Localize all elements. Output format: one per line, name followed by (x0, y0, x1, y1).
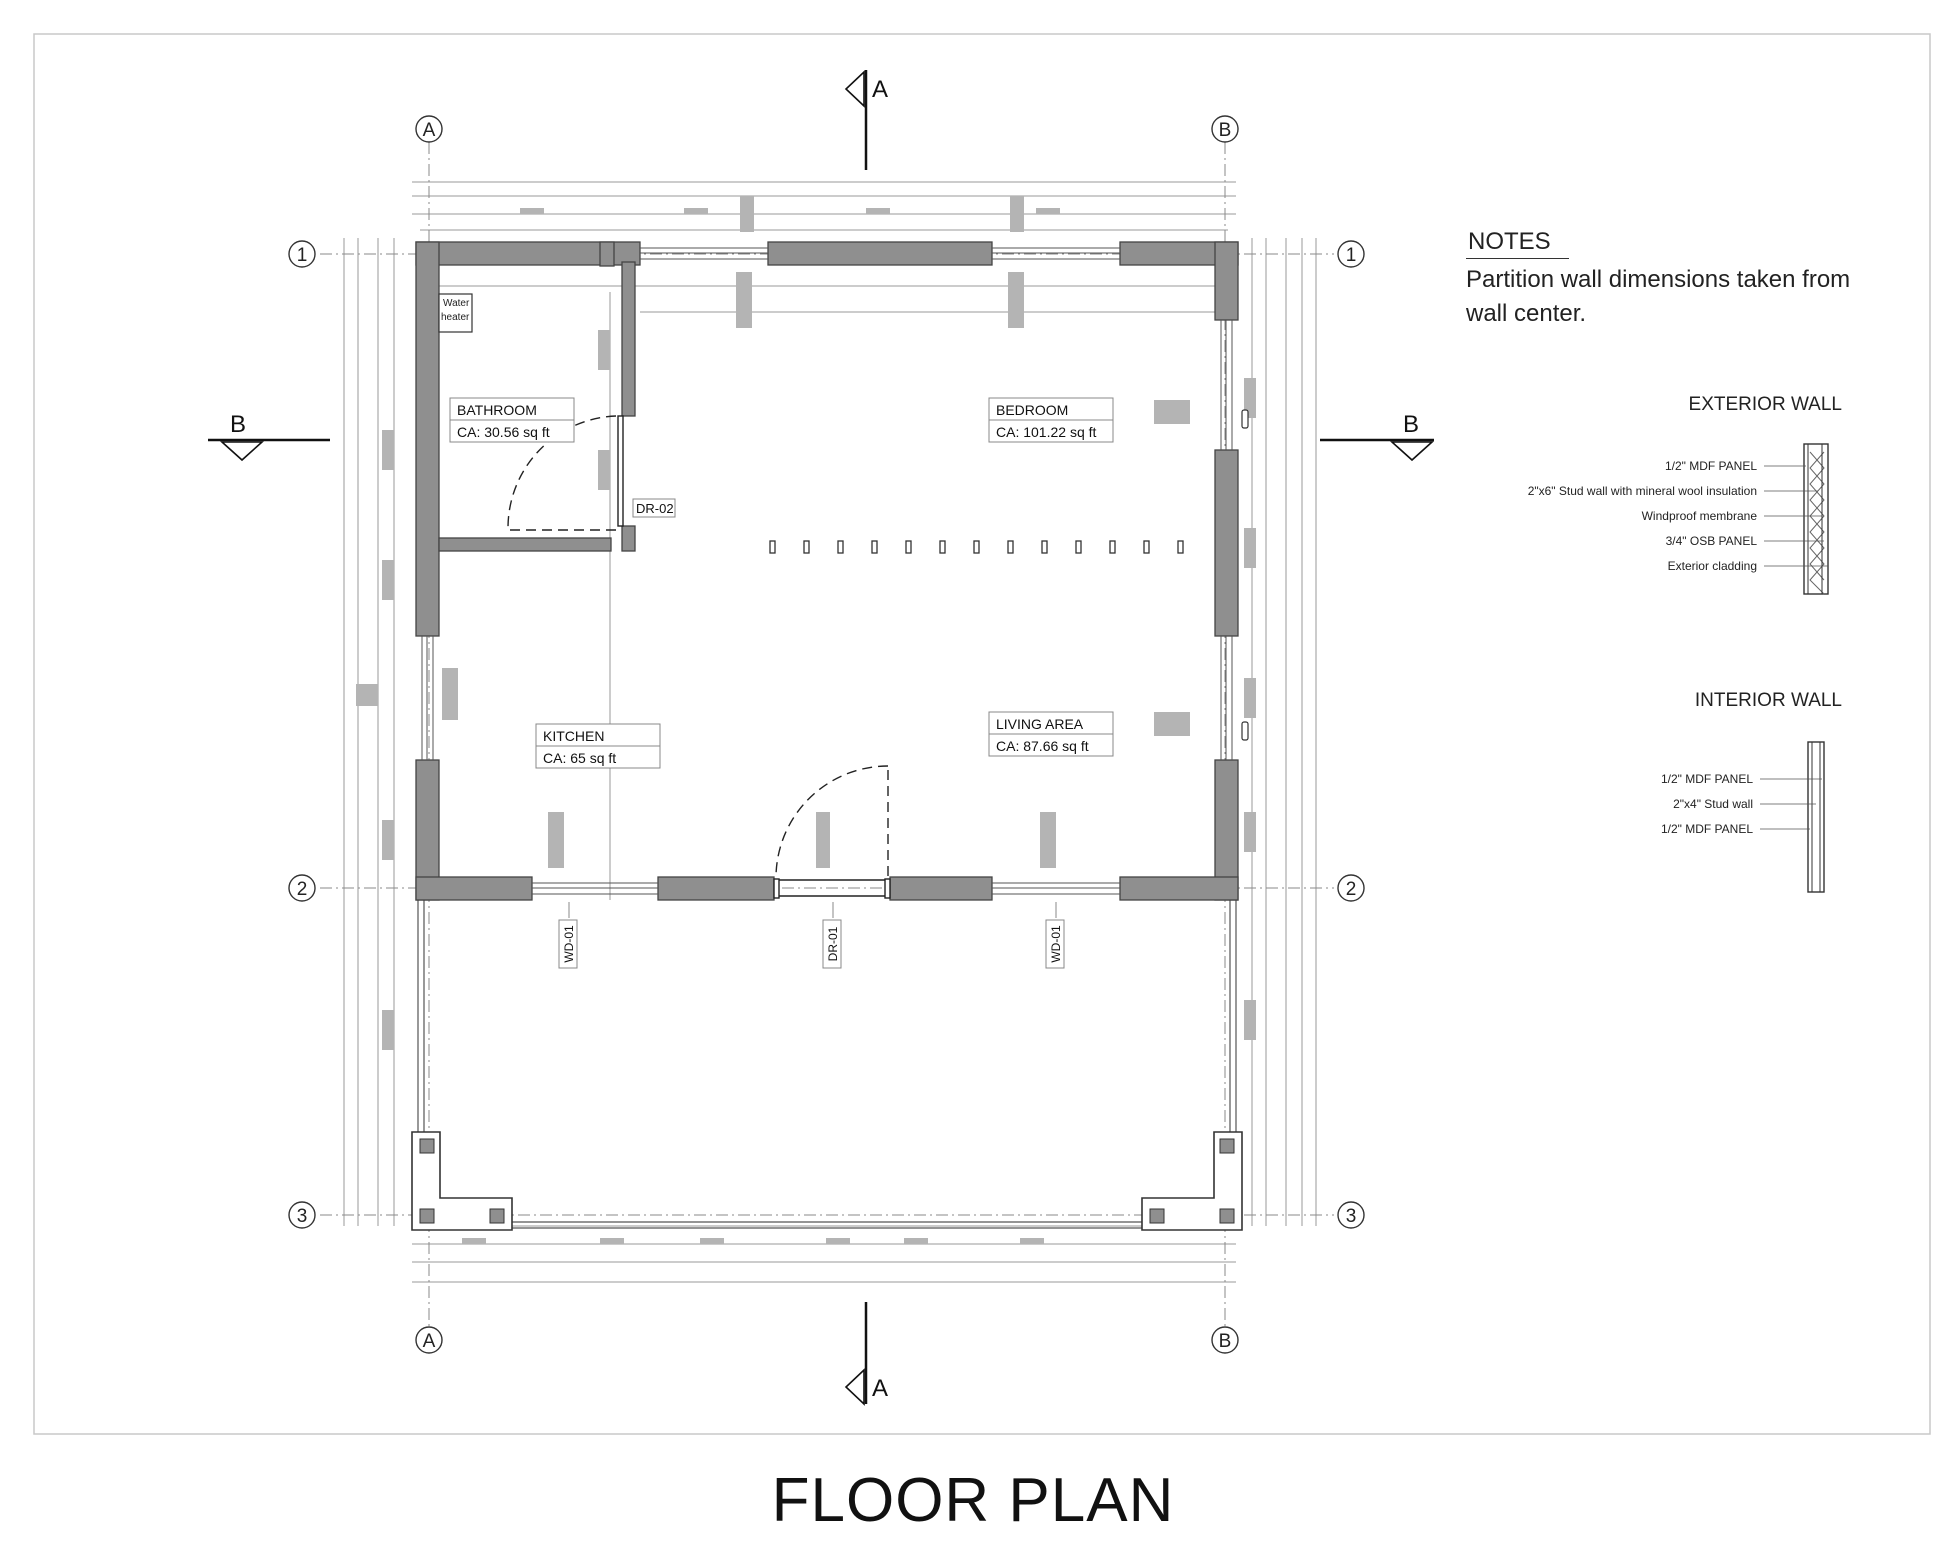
section-label-b-right: B (1402, 411, 1420, 438)
window-tag-bottom-right-label: WD-01 (1049, 925, 1063, 963)
porch-post-left (412, 1132, 512, 1230)
room-label-bedroom (989, 398, 1113, 442)
section-label-a-top: A (872, 76, 889, 103)
exterior-layer-1: 1/2" MDF PANEL (1664, 459, 1757, 473)
room-area-living-area: CA: 87.66 sq ft (996, 738, 1089, 754)
grid-label-1-right: 1 (1345, 245, 1357, 266)
exterior-walls (416, 242, 1238, 900)
exterior-layer-2: 2"x6" Stud wall with mineral wool insulation (1527, 484, 1757, 498)
grid-bubble-1-right (1338, 241, 1364, 267)
room-area-bathroom: CA: 30.56 sq ft (457, 424, 550, 440)
grid-label-2-right: 2 (1345, 879, 1357, 900)
window-tag-bottom-left-label: WD-01 (562, 925, 576, 963)
exterior-layer-5: Exterior cladding (1667, 559, 1757, 573)
room-area-kitchen: CA: 65 sq ft (543, 750, 617, 766)
section-label-b-left: B (229, 411, 247, 438)
tag-leaders (569, 902, 1056, 918)
interior-wall-legend (1661, 690, 1842, 892)
window-openings (422, 248, 1232, 894)
section-marker-a-bottom (846, 1302, 888, 1404)
grid-bubble-a-top (416, 116, 442, 142)
notes-heading: NOTES (1466, 228, 1569, 259)
interior-layer-1: 1/2" MDF PANEL (1660, 772, 1753, 786)
window-tag-bottom-right (1046, 920, 1064, 968)
grid-bubble-1-left (289, 241, 315, 267)
window-tag-bottom-left (559, 920, 577, 968)
grid-bubble-2-left (289, 875, 315, 901)
door-tag-dr-02-label: DR-02 (636, 501, 674, 516)
door-tag-dr-01-label: DR-01 (826, 926, 840, 962)
dimension-ticks (356, 196, 1256, 1244)
room-name-bedroom: BEDROOM (996, 402, 1069, 418)
grid-bubble-a-bottom (416, 1327, 442, 1353)
grid-bubble-b-top (1212, 116, 1238, 142)
water-heater-label-1: Water (443, 298, 470, 309)
beam-markers (770, 541, 1183, 553)
drawing-title: FLOOR PLAN (771, 1466, 1175, 1535)
porch-post-right (1142, 1132, 1242, 1230)
grid-bubble-2-right (1338, 875, 1364, 901)
interior-layer-2: 2"x4" Stud wall (1673, 797, 1753, 811)
section-label-a-bottom: A (872, 1375, 889, 1402)
section-marker-b-right (1320, 411, 1434, 460)
interior-walls (439, 242, 635, 551)
interior-layer-3: 1/2" MDF PANEL (1660, 822, 1753, 836)
exterior-wall-legend (1528, 394, 1842, 594)
door-tag-dr-02 (633, 499, 675, 517)
exterior-wall-title: EXTERIOR WALL (1688, 394, 1842, 415)
room-name-bathroom: BATHROOM (457, 402, 537, 418)
grid-label-b-bottom: B (1218, 1331, 1232, 1352)
water-heater-label-2: heater (441, 312, 470, 323)
interior-wall-title: INTERIOR WALL (1694, 690, 1842, 711)
notes-text (1466, 263, 1850, 331)
notes-line-1: Partition wall dimensions taken from (1466, 266, 1851, 293)
exterior-layer-4: 3/4" OSB PANEL (1665, 534, 1757, 548)
grid-label-2-left: 2 (296, 879, 308, 900)
exterior-layer-3: Windproof membrane (1641, 509, 1757, 523)
door-tag-dr-01 (823, 920, 841, 968)
grid-bubble-b-bottom (1212, 1327, 1238, 1353)
grid-label-b-top: B (1218, 120, 1232, 141)
grid-label-1-left: 1 (296, 245, 308, 266)
section-marker-a-top (846, 70, 888, 170)
water-heater (439, 294, 472, 332)
notes-line-2: wall center. (1466, 300, 1587, 327)
room-label-bathroom (450, 398, 574, 442)
room-name-kitchen: KITCHEN (543, 728, 605, 744)
grid-bubble-3-right (1338, 1202, 1364, 1228)
grid-label-3-left: 3 (296, 1206, 308, 1227)
grid-label-a-top: A (422, 120, 436, 141)
room-area-bedroom: CA: 101.22 sq ft (996, 424, 1097, 440)
room-name-living-area: LIVING AREA (996, 716, 1084, 732)
section-marker-b-left (208, 411, 330, 460)
grid-label-a-bottom: A (422, 1331, 436, 1352)
entry-door (774, 764, 890, 898)
notes-block (1466, 228, 1850, 331)
room-label-kitchen (536, 724, 660, 768)
grid-bubble-3-left (289, 1202, 315, 1228)
grid-label-3-right: 3 (1345, 1206, 1357, 1227)
room-label-living-area (989, 712, 1113, 756)
